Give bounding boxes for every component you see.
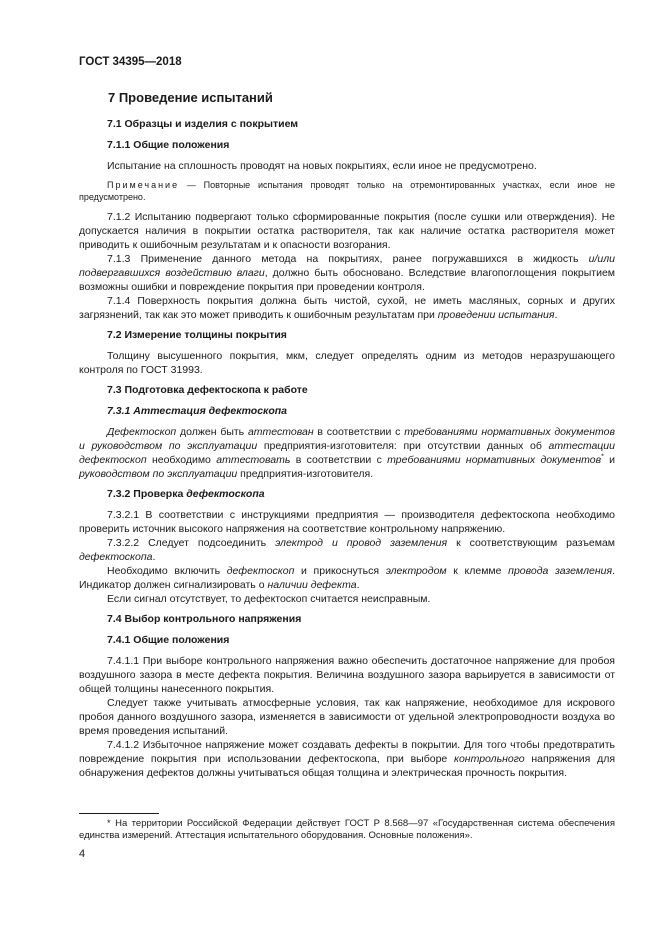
footnote-separator xyxy=(79,813,159,814)
paragraph-7-1-1: Испытание на сплошность проводят на новых покрытиях, если иное не предусмотрено. xyxy=(107,160,537,172)
paragraph-7-3-2-2: 7.3.2.2 Следует подсоединить электрод и провод заземления к соответствующим разъемам дефектоскопа. xyxy=(79,537,615,563)
note-label: Примечание xyxy=(107,180,180,190)
paragraph-7-1-4: 7.1.4 Поверхность покрытия должна быть чистой, сухой, не иметь масляных, сорных и других загрязнений, так как это может приводить к ошибочным результатам при проведении испытания. xyxy=(79,295,615,321)
paragraph-7-1-3: 7.1.3 Применение данного метода на покрытиях, ранее погружавшихся в жидкость и/или подвергавшихся воздействию влаги, должно быть обосновано. Вследствие влагопоглощения покрытием возможны ошибки и повреждение покрытия при проведении контроля. xyxy=(79,253,615,293)
note xyxy=(79,179,615,203)
section-7-1-heading: 7.1 Образцы и изделия с покрытием xyxy=(107,118,299,130)
paragraph-7-2: Толщину высушенного покрытия, мкм, следует определять одним из методов неразрушающего контроля по ГОСТ 31993. xyxy=(79,350,615,376)
footnote: * На территории Российской Федерации действует ГОСТ Р 8.568—97 «Государственная система обеспечения единства измерений. Аттестация испытательного оборудования. Основные положения». xyxy=(79,818,615,841)
section-7-heading: 7 Проведение испытаний xyxy=(108,90,273,105)
paragraph-7-3-1: Дефектоскоп должен быть аттестован в соответствии с требованиями нормативных документов и руководством по эксплуатации предприятия-изготовителя: при отсутствии данных об аттестации дефектоскоп необходимо аттестовать в соответствии с требованиями нормативных документов* и руководством по эксплуатации предприятия-изготовителя. xyxy=(79,426,615,480)
paragraph-7-1-2: 7.1.2 Испытанию подвергают только сформированные покрытия (после сушки или отверждения). Не допускается наличия в покрытии остатка растворителя, так как наличие остатка растворителя может приводить к ошибочным результатам и к опасности возгорания. xyxy=(79,211,615,251)
footnote-marker: * xyxy=(601,453,604,461)
paragraph-7-4-1-1-cont: Следует также учитывать атмосферные условия, так как напряжение, необходимое для искрового пробоя данного воздушного зазора, изменяется в зависимости от удельной электропроводности воздуха во время проведения испытаний. xyxy=(79,697,615,737)
page-number: 4 xyxy=(79,848,86,860)
section-7-3-2-heading: 7.3.2 Проверка дефектоскопа xyxy=(107,488,265,500)
paragraph-7-4-1-1: 7.4.1.1 При выборе контрольного напряжения важно обеспечить достаточное напряжение для пробоя воздушного зазора в месте дефекта покрытия. Величина воздушного зазора варьируется в зависимости от общей толщины нанесенного покрытия. xyxy=(79,655,615,695)
paragraph-7-3-2-2-fault: Если сигнал отсутствует, то дефектоскоп считается неисправным. xyxy=(107,593,431,605)
section-7-2-heading: 7.2 Измерение толщины покрытия xyxy=(107,329,287,341)
section-7-4-heading: 7.4 Выбор контрольного напряжения xyxy=(107,613,302,625)
paragraph-7-3-2-1: 7.3.2.1 В соответствии с инструкциями предприятия — производителя дефектоскопа необходимо проверить источник высокого напряжения на соответствие контрольному напряжению. xyxy=(79,509,615,535)
section-7-1-1-heading: 7.1.1 Общие положения xyxy=(107,139,230,151)
section-7-4-1-heading: 7.4.1 Общие положения xyxy=(107,634,230,646)
section-7-3-1-heading: 7.3.1 Аттестация дефектоскопа xyxy=(107,405,288,417)
paragraph-7-3-2-2-check: Необходимо включить дефектоскоп и прикоснуться электродом к клемме провода заземления. Индикатор должен сигнализировать о наличии дефекта. xyxy=(79,565,615,591)
standard-designation: ГОСТ 34395—2018 xyxy=(79,56,182,68)
note-text: — Повторные испытания проводят только на отремонтированных участках, если иное не предусмотрено. xyxy=(79,180,615,202)
section-7-3-heading: 7.3 Подготовка дефектоскопа к работе xyxy=(107,384,308,396)
paragraph-7-4-1-2: 7.4.1.2 Избыточное напряжение может создавать дефекты в покрытии. Для того чтобы предотвратить повреждение покрытия при использовании дефектоскопа, при выборе контрольного напряжения для обнаружения дефектов должны учитываться общая толщина и электрическая прочность покрытия. xyxy=(79,739,616,779)
page-content xyxy=(79,90,615,780)
